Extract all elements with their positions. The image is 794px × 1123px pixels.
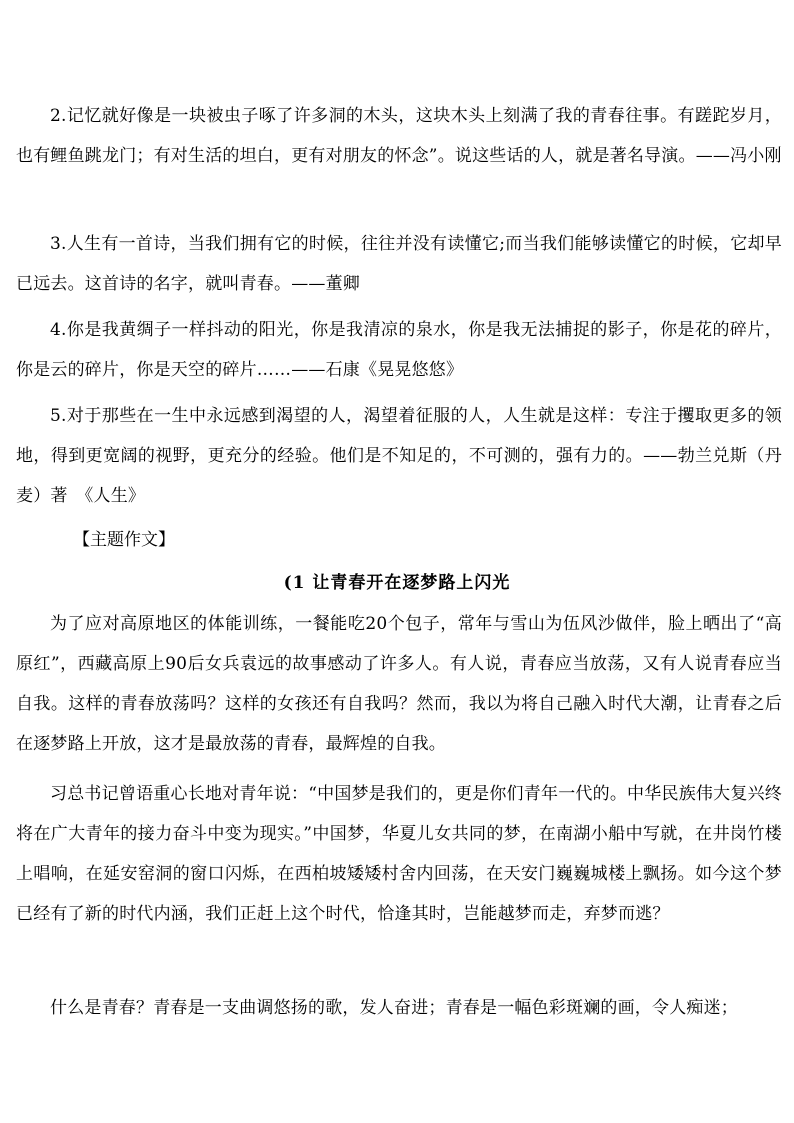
section-heading: 【主题作文】 [73,530,175,550]
essay-paragraph-3: 什么是青春？青春是一支曲调悠扬的歌，发人奋进；青春是一幅色彩斑斓的画，令人痴迷； [50,998,738,1018]
quote-5: 5.对于那些在一生中永远感到渴望的人，渴望着征服的人，人生就是这样：专注于攫取更多的领地，得到更宽阔的视野，更充分的经验。他们是不知足的，不可测的，强有力的。——勃兰兑斯（丹麦）著 《人生》 [16,406,782,506]
quote-3: 3.人生有一首诗，当我们拥有它的时候，往往并没有读懂它;而当我们能够读懂它的时候，它却早已远去。这首诗的名字，就叫青春。——董卿 [16,234,782,294]
essay-paragraph-2: 习总书记曾语重心长地对青年说：“中国梦是我们的，更是你们青年一代的。中华民族伟大复兴终将在广大青年的接力奋斗中变为现实。”中国梦，华夏儿女共同的梦，在南湖小船中写就，在井岗竹楼上唱响，在延安窑洞的窗口闪烁，在西柏坡矮矮村舍内回荡，在天安门巍巍城楼上飘扬。如今这个梦已经有了新的时代内涵，我们正赶上这个时代，恰逢其时，岂能越梦而走，弃梦而逃？ [16,784,782,924]
essay-paragraph-1: 为了应对高原地区的体能训练，一餐能吃20个包子，常年与雪山为伍风沙做伴，脸上晒出了“高原红”，西藏高原上90后女兵袁远的故事感动了许多人。有人说，青春应当放荡，又有人说青春应当自我。这样的青春放荡吗？这样的女孩还有自我吗？然而，我以为将自己融入时代大潮，让青春之后在逐梦路上开放，这才是最放荡的青春，最辉煌的自我。 [16,614,782,754]
quote-2: 2.记忆就好像是一块被虫子啄了许多洞的木头，这块木头上刻满了我的青春往事。有蹉跎岁月，也有鲤鱼跳龙门；有对生活的坦白，更有对朋友的怀念”。说这些话的人，就是著名导演。——冯小刚 [16,106,782,166]
quote-4: 4.你是我黄绸子一样抖动的阳光，你是我清凉的泉水，你是我无法捕捉的影子，你是花的碎片，你是云的碎片，你是天空的碎片……——石康《晃晃悠悠》 [16,320,782,380]
essay-title: (1 让青春开在逐梦路上闪光 [283,573,511,593]
